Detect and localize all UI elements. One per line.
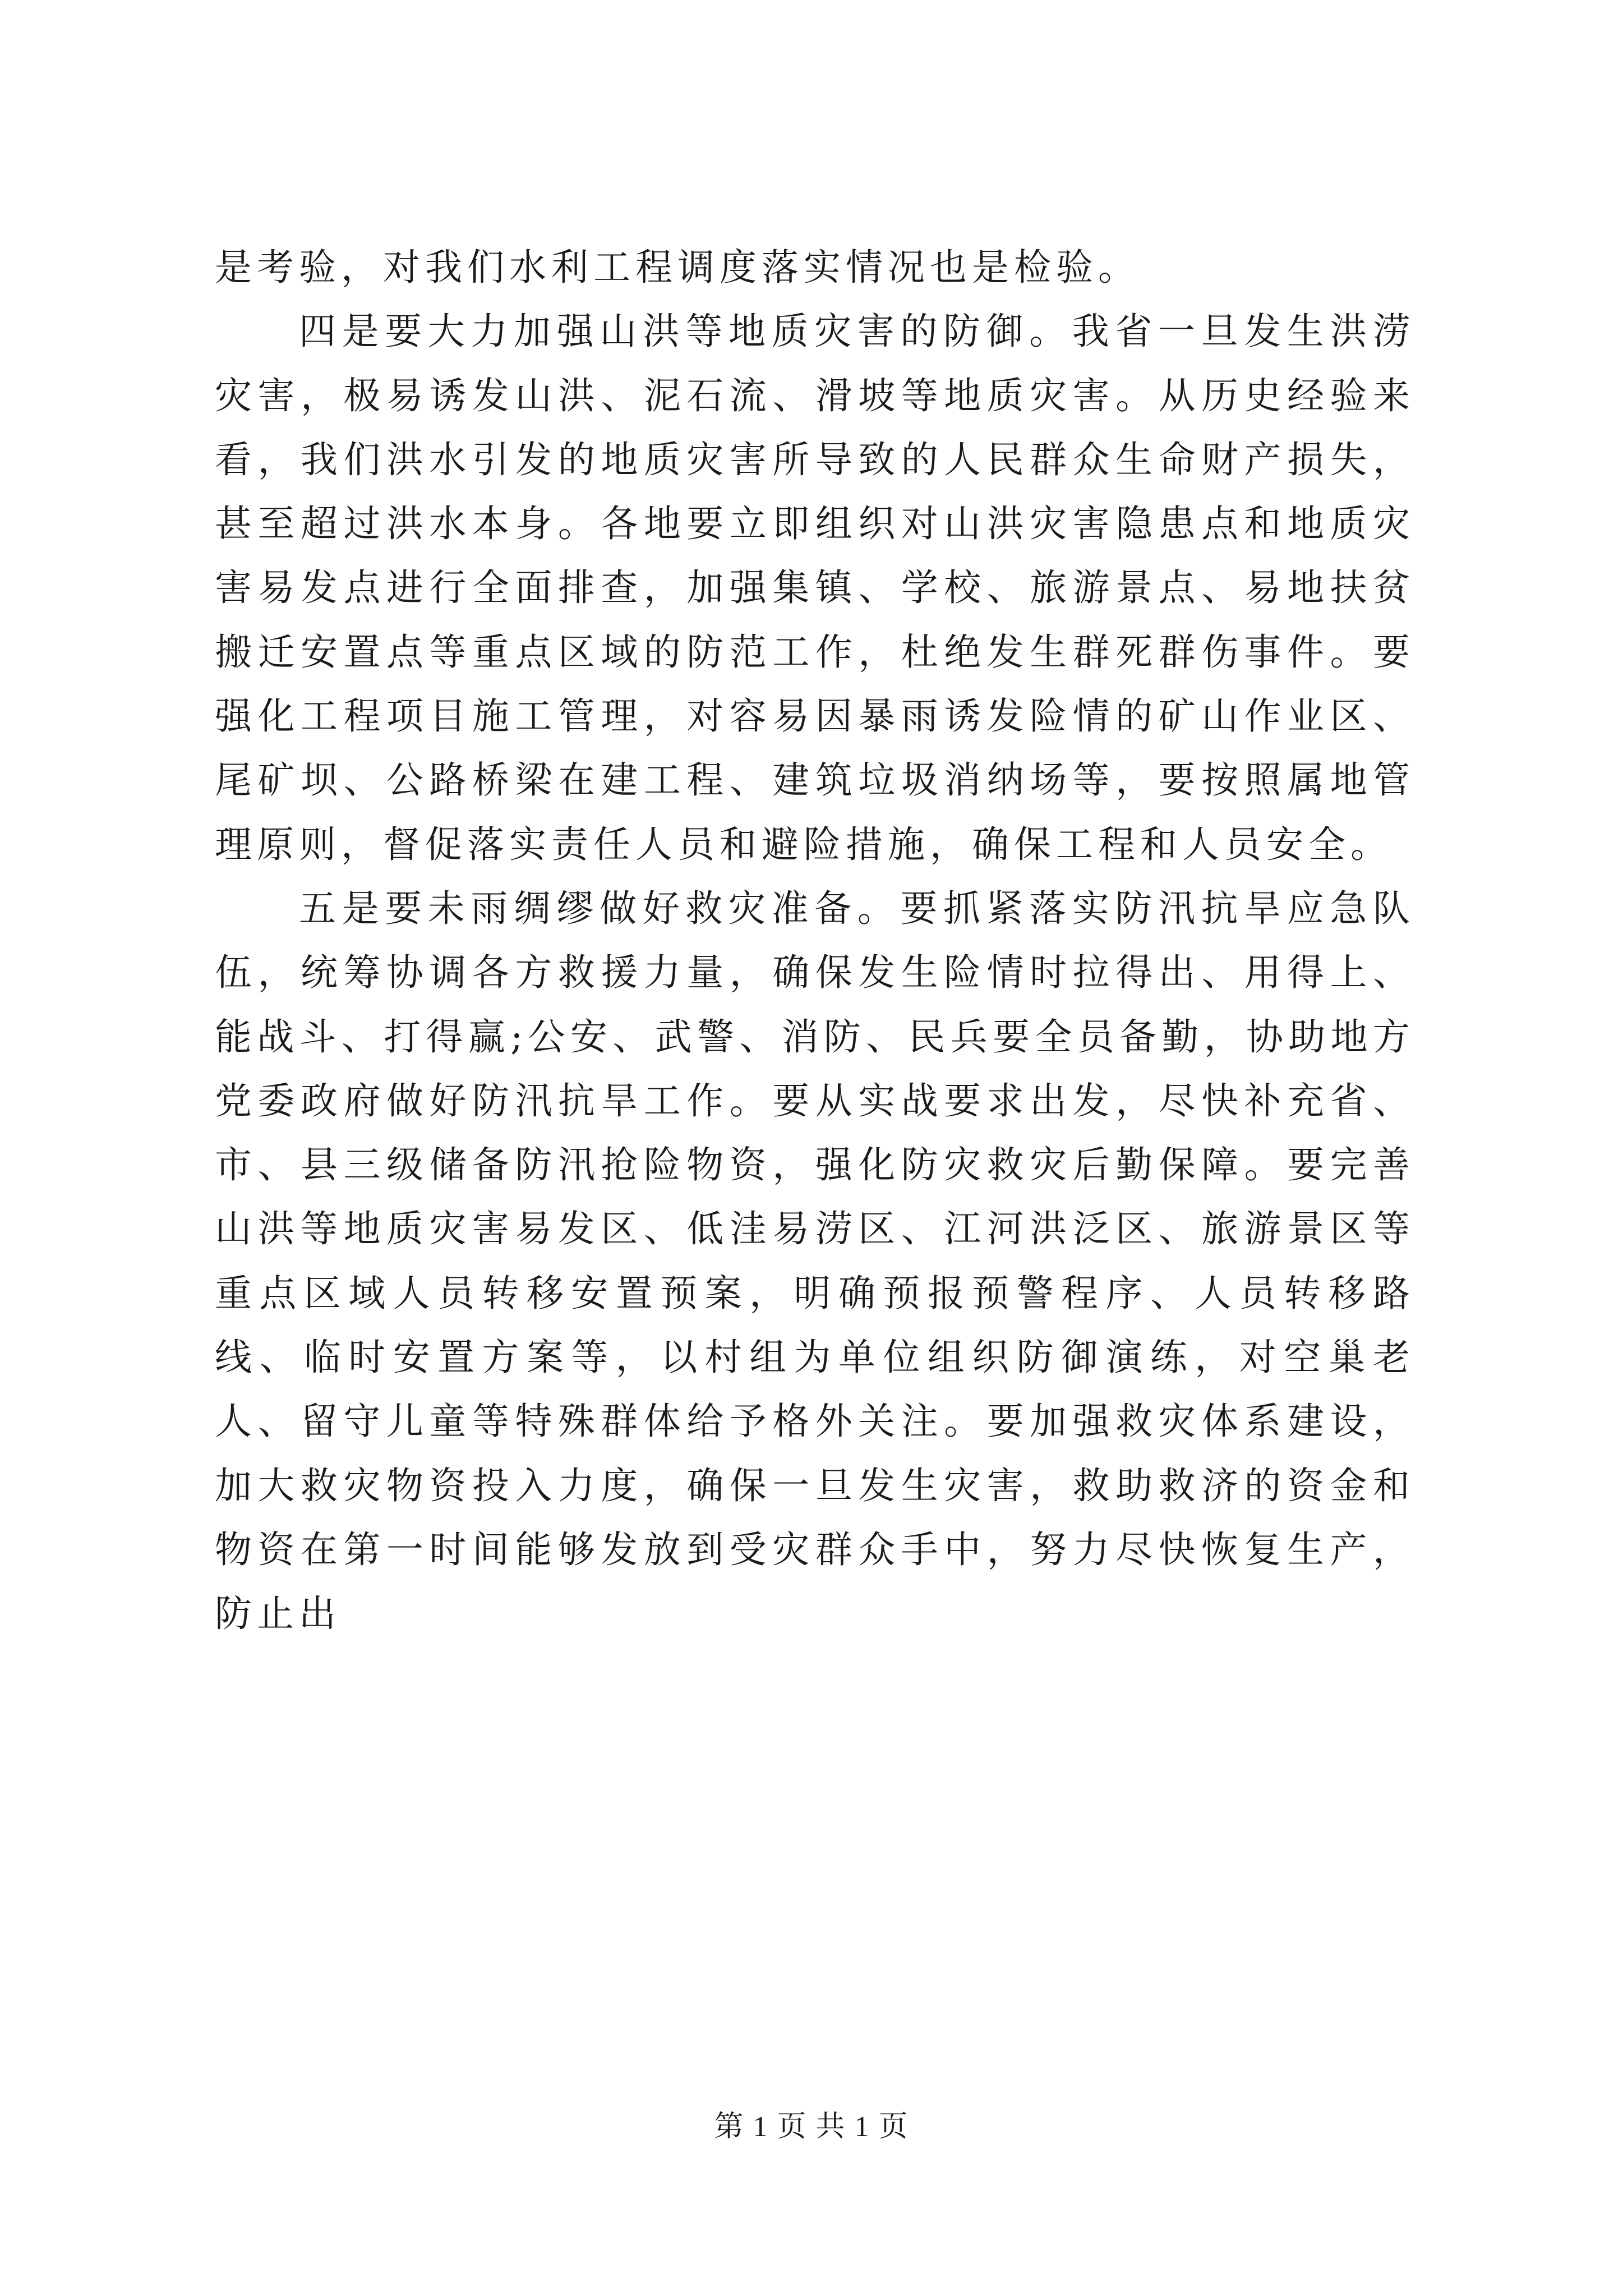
paragraph-1: 是考验，对我们水利工程调度落实情况也是检验。	[215, 246, 1140, 289]
paragraph-3: 五是要未雨绸缪做好救灾准备。要抓紧落实防汛抗旱应急队伍，统筹协调各方救援力量，确保发生险情时拉得出、用得上、能战斗、打得赢;公安、武警、消防、民兵要全员备勤，协助地方党委政府做好防汛抗旱工作。要从实战要求出发，尽快补充省、市、县三级储备防汛抢险物资，强化防灾救灾后勤保障。要完善山洪等地质灾害易发区、低洼易涝区、江河洪泛区、旅游景区等重点区域人员转移安置预案，明确预报预警程序、人员转移路线、临时安置方案等，以村组为单位组织防御演练，对空巢老人、留守儿童等特殊群体给予格外关注。要加强救灾体系建设，加大救灾物资投入力度，确保一旦发生灾害，救助救济的资金和物资在第一时间能够发放到受灾群众手中，努力尽快恢复生产，防止出	[215, 886, 1415, 1636]
paragraph-2: 四是要大力加强山洪等地质灾害的防御。我省一旦发生洪涝灾害，极易诱发山洪、泥石流、滑坡等地质灾害。从历史经验来看，我们洪水引发的地质灾害所导致的人民群众生命财产损失，甚至超过洪水本身。各地要立即组织对山洪灾害隐患点和地质灾害易发点进行全面排查，加强集镇、学校、旅游景点、易地扶贫搬迁安置点等重点区域的防范工作，杜绝发生群死群伤事件。要强化工程项目施工管理，对容易因暴雨诱发险情的矿山作业区、尾矿坝、公路桥梁在建工程、建筑垃圾消纳场等，要按照属地管理原则，督促落实责任人员和避险措施，确保工程和人员安全。	[215, 310, 1415, 866]
page-footer: 第 1 页 共 1 页	[714, 2111, 909, 2143]
document-body	[215, 236, 1415, 1646]
